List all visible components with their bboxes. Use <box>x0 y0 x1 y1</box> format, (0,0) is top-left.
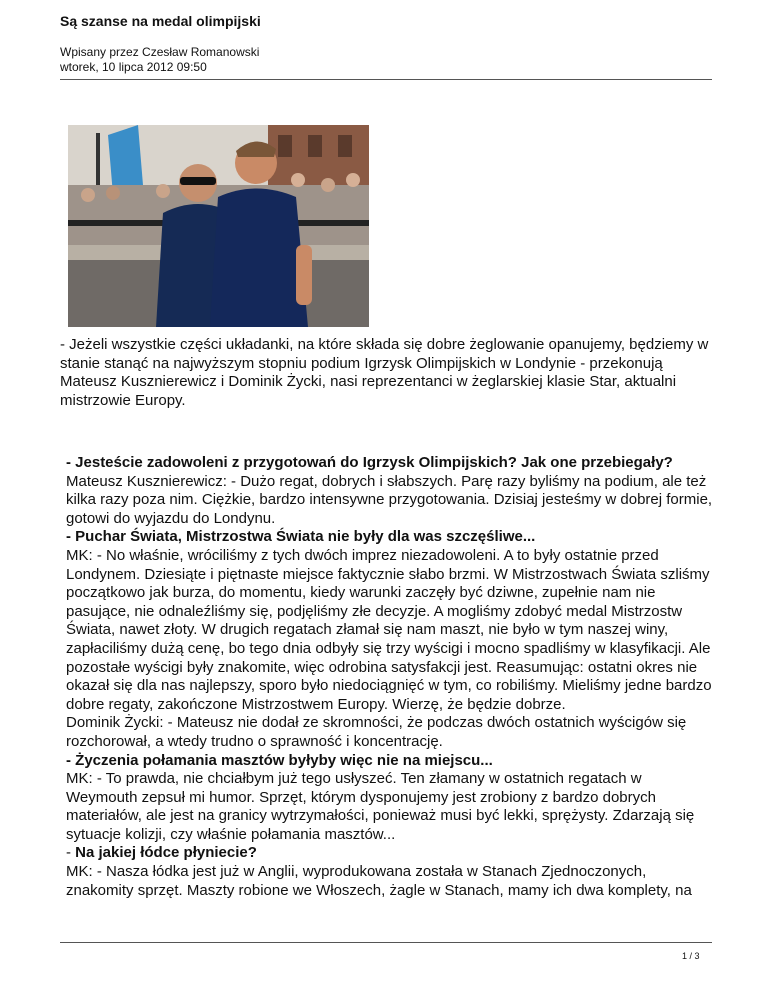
date-line: wtorek, 10 lipca 2012 09:50 <box>60 60 207 74</box>
answer-2-continuation: Dominik Życki: - Mateusz nie dodał ze skromności, że podczas dwóch ostatnich wyścigów się rozchorował, a wtedy trudno o sprawność i koncentrację. <box>66 714 687 750</box>
article-intro: - Jeżeli wszystkie części układanki, na które składa się dobre żeglowanie opanujemy, będziemy w stanie stanąć na najwyższym stopniu podium Igrzysk Olimpijskich w Londynie - przekonują Mateusz Kusznierewicz i Dominik Życki, nasi reprezentanci w żeglarskiej klasie Star, aktualni mistrzowie Europy. <box>60 336 709 409</box>
interview-body <box>60 454 715 900</box>
author-line: Wpisany przez Czesław Romanowski <box>60 45 260 59</box>
question-4-prefix: - <box>66 844 76 862</box>
answer-1: Mateusz Kusznierewicz: - Dużo regat, dobrych i słabszych. Parę razy byliśmy na podium, ale też kilka razy poza nim. Ciężkie, bardzo intensywne przygotowania. Dzisiaj jesteśmy w dobrej formie, gotowi do wyjazdu do Londynu. <box>66 472 713 527</box>
article-photo <box>68 125 369 327</box>
question-4: Na jakiej łódce płyniecie? <box>75 844 257 862</box>
question-3: - Życzenia połamania masztów byłyby więc nie na miejscu... <box>66 751 493 769</box>
question-2: - Puchar Świata, Mistrzostwa Świata nie były dla was szczęśliwe... <box>66 528 536 546</box>
footer-divider <box>60 942 712 943</box>
question-4-line <box>60 844 715 863</box>
sailors-photo <box>68 125 369 327</box>
answer-4: MK: - Nasza łódka jest już w Anglii, wyprodukowana została w Stanach Zjednoczonych, znakomity sprzęt. Maszty robione we Włoszech, żagle w Stanach, mamy ich dwa komplety, na <box>66 863 692 899</box>
header-divider <box>60 79 712 80</box>
article-meta <box>60 45 259 75</box>
article-title: Są szanse na medal olimpijski <box>60 13 261 29</box>
answer-2: MK: - No właśnie, wróciliśmy z tych dwóch imprez niezadowoleni. A to były ostatnie przed Londynem. Dziesiąte i piętnaste miejsce faktycznie słabo brzmi. W Mistrzostwach Świata szliśmy początkowo jak burza, do momentu, kiedy warunki zaczęły być dziwne, zupełnie nam nie pasujące, nie odnaleźliśmy się, podjęliśmy złe decyzje. A mogliśmy zdobyć medal Mistrzostw Świata, nawet złoty. W drugich regatach złamał się nam maszt, nie było w tym naszej winy, zapłaciliśmy dużą cenę, bo tego dnia odbyły się trzy wyścigi i mocno spadliśmy w klasyfikacji. Ale pozostałe wyścigi były znakomite, więc odrobina satysfakcji jest. Reasumując: ostatni okres nie okazał się dla nas najlepszy, sporo było niedociągnięć w tym, co robiliśmy. Mieliśmy jedne bardzo dobre regaty, zakończone Mistrzostwem Europy. Wierzę, że będzie dobrze. <box>66 546 712 713</box>
answer-3: MK: - To prawda, nie chciałbym już tego usłyszeć. Ten złamany w ostatnich regatach w Weymouth zepsuł mi humor. Sprzęt, którym dysponujemy jest zrobiony z bardzo dobrych materiałów, ale jest na granicy wytrzymałości, ponieważ musi być lekki, sprężysty. Zdarzają się sytuacje kolizji, czy właśnie połamania masztów... <box>66 770 695 843</box>
page-number: 1 / 3 <box>682 951 700 961</box>
question-1: - Jesteście zadowoleni z przygotowań do Igrzysk Olimpijskich? Jak one przebiegały? <box>66 454 673 471</box>
